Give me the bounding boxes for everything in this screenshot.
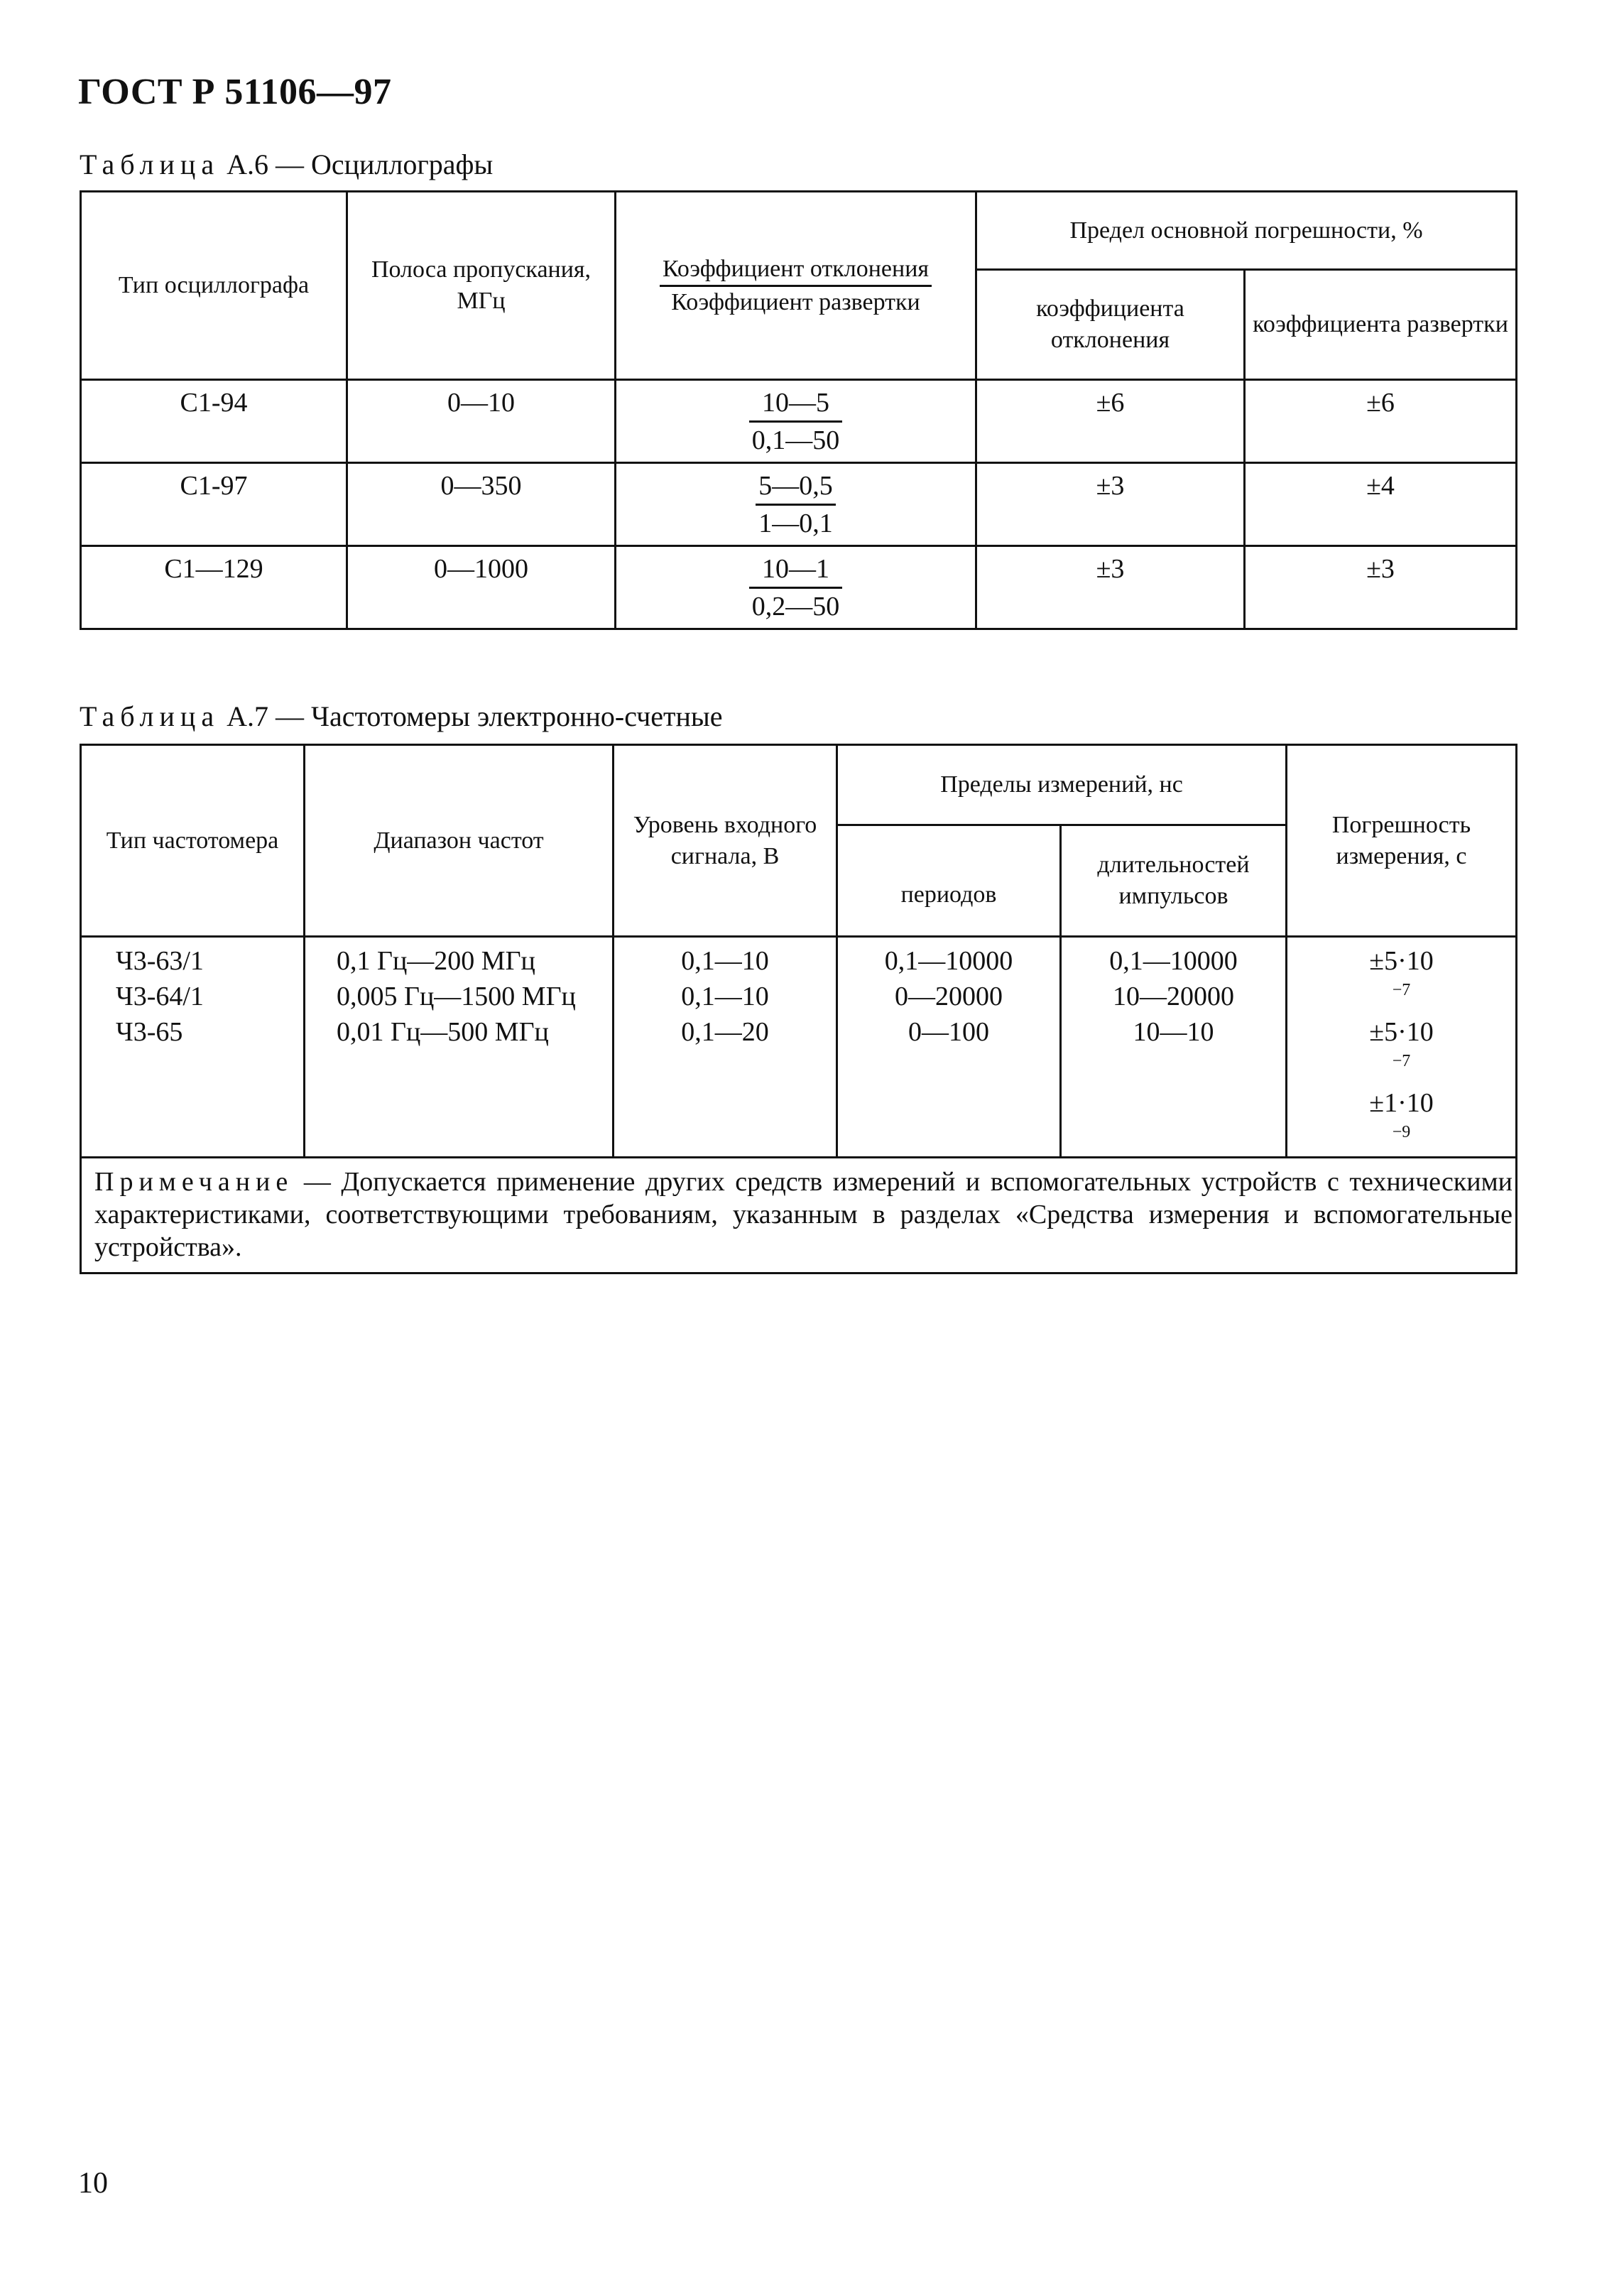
t7-error: ±1·10 $^{-9}$ [1369,1088,1434,1141]
t7-duration: 0,1—10000 [1109,946,1238,976]
t7-type: Ч3-65 [116,1017,183,1047]
t7-error: ±5·10 $^{-7}$ [1369,1017,1434,1070]
table7-caption [80,700,723,733]
t7-period: 0—20000 [895,982,1003,1011]
t6-cell-coef [616,546,976,629]
table6-caption-text: А.6 — Осциллографы [227,148,494,180]
t6-cell-type: С1—129 [81,546,347,629]
t6-coef-num: 10—5 [749,385,843,423]
table6-caption [80,148,493,181]
t6-cell-band: 0—1000 [347,546,616,629]
t7-header-level: Уровень входного сигнала, В [614,745,837,937]
t7-period: 0,1—10000 [884,946,1013,976]
t6-header-error-sweep: коэффициента развертки [1245,270,1517,380]
t6-cell-err-defl: ±3 [976,463,1245,546]
page-number: 10 [78,2167,108,2200]
table-row [81,463,1517,546]
t6-cell-err-sweep: ±6 [1245,380,1517,463]
t7-error: ±5·10 $^{-7}$ [1369,946,1434,999]
t6-header-bandwidth: Полоса пропускания, МГц [347,192,616,380]
table7-caption-label: Таблица [80,700,220,732]
t7-range: 0,01 Гц—500 МГц [337,1017,549,1047]
t6-cell-err-sweep: ±3 [1245,546,1517,629]
t6-cell-type: С1-94 [81,380,347,463]
table-frequency-counters [80,744,1517,1274]
t7-duration: 10—20000 [1113,982,1234,1011]
t7-header-limits-group: Пределы измерений, нс [837,745,1287,825]
t6-cell-coef [616,380,976,463]
t6-header-error-deflection: коэффициента отклонения [976,270,1245,380]
t6-header-coefficient [616,192,976,380]
t7-cell-types [81,937,305,1158]
table-oscillographs [80,190,1517,630]
t6-header-coef-num: Коэффициент отклонения [660,254,932,287]
t7-note-text: — Допускается применение других средств измерений и вспомогательных устройств с техническими характеристиками, соответствующими требованиям, указанным в разделах «Средства измерения и вспомогательные устройства». [94,1167,1513,1262]
t6-coef-den: 1—0,1 [758,509,833,538]
t6-header-type: Тип осциллографа [81,192,347,380]
t7-level: 0,1—20 [681,1017,769,1047]
t6-coef-num: 10—1 [749,551,843,589]
t7-header-periods: периодов [837,825,1061,937]
t7-level: 0,1—10 [681,982,769,1011]
t7-header-durations: длительностей импульсов [1061,825,1287,937]
t7-cell-periods [837,937,1061,1158]
table-row [81,380,1517,463]
table7-caption-text: А.7 — Частотомеры электронно-счетные [227,700,723,732]
t7-cell-ranges [305,937,614,1158]
t7-range: 0,005 Гц—1500 МГц [337,982,576,1011]
document-header: ГОСТ Р 51106—97 [78,72,392,112]
t6-header-coef-den: Коэффициент развертки [671,288,920,315]
t6-cell-err-defl: ±6 [976,380,1245,463]
t6-cell-band: 0—350 [347,463,616,546]
t7-level: 0,1—10 [681,946,769,976]
t6-header-error-group: Предел основной погрешности, % [976,192,1517,270]
t6-coef-den: 0,2—50 [751,592,840,621]
table6-caption-label: Таблица [80,148,220,180]
t7-type: Ч3-64/1 [116,982,204,1011]
t7-note-label: Примечание [94,1167,294,1197]
t7-header-type: Тип частотомера [81,745,305,937]
t7-range: 0,1 Гц—200 МГц [337,946,535,976]
t6-cell-err-sweep: ±4 [1245,463,1517,546]
t6-cell-coef [616,463,976,546]
t6-coef-den: 0,1—50 [751,425,840,455]
t6-cell-err-defl: ±3 [976,546,1245,629]
t7-cell-levels [614,937,837,1158]
t7-header-range: Диапазон частот [305,745,614,937]
t6-cell-type: С1-97 [81,463,347,546]
t7-type: Ч3-63/1 [116,946,204,976]
table-row [81,546,1517,629]
t6-coef-num: 5—0,5 [756,468,836,506]
table-row [81,937,1517,1158]
t7-period: 0—100 [908,1017,989,1047]
t7-cell-errors [1287,937,1517,1158]
t7-note [81,1158,1517,1273]
t6-cell-band: 0—10 [347,380,616,463]
t7-cell-durations [1061,937,1287,1158]
t7-header-error: Погрешность измерения, с [1287,745,1517,937]
t7-duration: 10—10 [1133,1017,1214,1047]
